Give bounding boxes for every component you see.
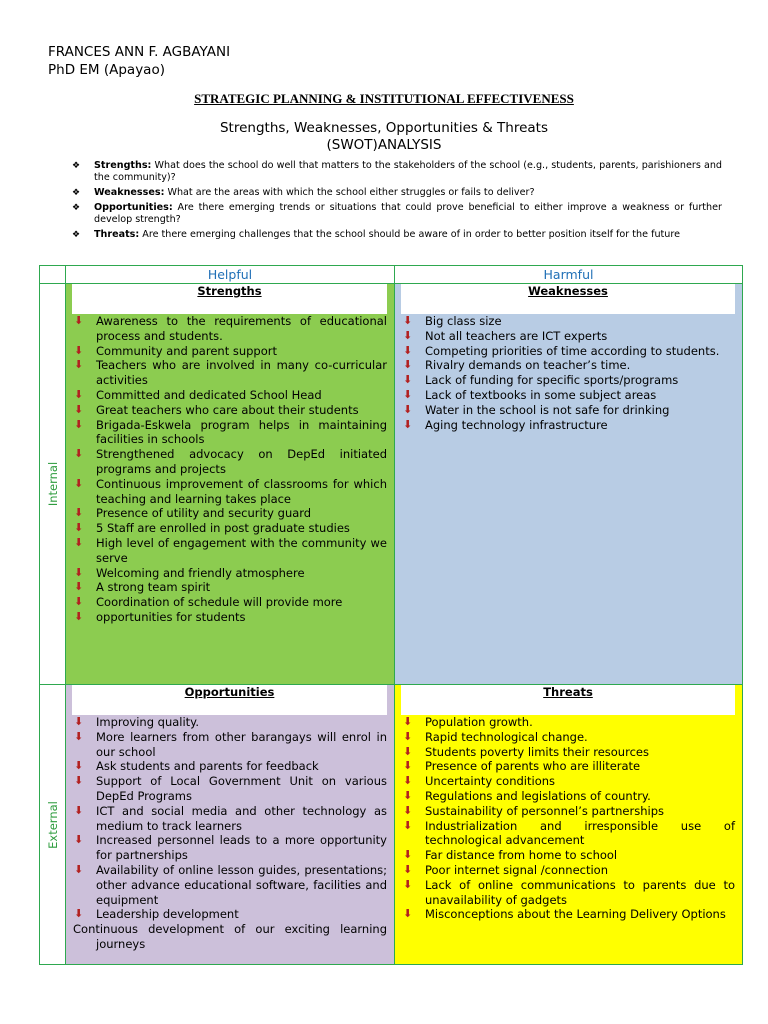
down-arrow-bullet-icon: ⬇ [74, 506, 84, 520]
weaknesses-item-text: Aging technology infrastructure [425, 417, 608, 432]
opportunities-item [74, 907, 387, 922]
strengths-item [74, 595, 387, 610]
opportunities-cell [66, 685, 395, 965]
strengths-item [74, 521, 387, 536]
opportunities-trailing-text: Continuous development of our exciting learning journeys [73, 922, 387, 951]
down-arrow-bullet-icon: ⬇ [74, 535, 84, 549]
threats-item [403, 788, 735, 804]
down-arrow-bullet-icon: ⬇ [403, 373, 413, 387]
row-label-external: External [45, 800, 60, 849]
threats-item [403, 862, 735, 878]
weaknesses-item-text: Not all teachers are ICT experts [425, 328, 608, 343]
down-arrow-bullet-icon: ⬇ [403, 803, 413, 817]
down-arrow-bullet-icon: ⬇ [74, 358, 84, 372]
strengths-item [74, 609, 387, 625]
down-arrow-bullet-icon: ⬇ [403, 759, 413, 773]
opportunities-item-text: Availability of online lesson guides, presentations; other advance educational software, facilities and equipment [96, 862, 387, 907]
weaknesses-item [403, 373, 735, 388]
threats-item [403, 907, 735, 922]
opportunities-item-text: More learners from other barangays will enrol in our school [96, 729, 387, 759]
threats-item-text: Far distance from home to school [425, 848, 618, 863]
opportunities-title: Opportunities [184, 685, 275, 699]
threats-item-text: Sustainability of personnel’s partnerships [425, 803, 664, 818]
threats-item-text: Regulations and legislations of country. [425, 788, 651, 803]
down-arrow-bullet-icon: ⬇ [74, 774, 84, 788]
weaknesses-item [403, 328, 735, 344]
strengths-item [74, 314, 387, 344]
definitions-list [72, 160, 722, 244]
strengths-item [74, 447, 387, 477]
threats-item-text: Misconceptions about the Learning Delivery Options [425, 907, 726, 922]
strengths-item-text: Committed and dedicated School Head [96, 387, 322, 402]
down-arrow-bullet-icon: ⬇ [74, 862, 84, 876]
down-arrow-bullet-icon: ⬇ [74, 402, 84, 416]
down-arrow-bullet-icon: ⬇ [74, 521, 84, 535]
down-arrow-bullet-icon: ⬇ [403, 402, 413, 416]
external-row [40, 685, 743, 965]
strengths-item-text: Presence of utility and security guard [96, 506, 312, 521]
weaknesses-item [403, 314, 735, 329]
definition-text: What are the areas with which the school either struggles or fails to deliver? [167, 187, 535, 198]
down-arrow-bullet-icon: ⬇ [74, 609, 84, 623]
down-arrow-bullet-icon: ⬇ [403, 907, 413, 921]
down-arrow-bullet-icon: ⬇ [403, 818, 413, 832]
strengths-item [74, 535, 387, 566]
weaknesses-item-text: Big class size [425, 314, 502, 328]
definition-term: Opportunities: [94, 202, 173, 213]
strengths-title: Strengths [197, 284, 262, 298]
strengths-item [74, 358, 387, 388]
strengths-title-box [72, 284, 387, 314]
threats-item [403, 848, 735, 863]
down-arrow-bullet-icon: ⬇ [403, 417, 413, 431]
down-arrow-bullet-icon: ⬇ [74, 833, 84, 847]
strengths-item [74, 565, 387, 581]
strengths-item-text: Awareness to the requirements of educational process and students. [96, 314, 387, 343]
threats-item [403, 774, 735, 789]
threats-item-text: Population growth. [425, 715, 533, 729]
column-header-helpful: Helpful [66, 266, 395, 284]
diamond-bullet-icon: ❖ [72, 230, 81, 240]
down-arrow-bullet-icon: ⬇ [403, 387, 413, 401]
strengths-item-text: Teachers who are involved in many co-curricular activities [96, 358, 387, 388]
down-arrow-bullet-icon: ⬇ [74, 343, 84, 357]
row-label-internal: Internal [45, 461, 60, 507]
corner-cell [40, 266, 66, 284]
definition-text: Are there emerging trends or situations that could prove beneficial to either improve a weakness or further develop strength? [94, 202, 722, 225]
down-arrow-bullet-icon: ⬇ [74, 314, 84, 327]
down-arrow-bullet-icon: ⬇ [403, 729, 413, 743]
threats-list [395, 715, 742, 922]
row-label-internal-cell [40, 284, 66, 685]
threats-item [403, 803, 735, 819]
down-arrow-bullet-icon: ⬇ [403, 343, 413, 357]
opportunities-item-text: Support of Local Government Unit on various DepEd Programs [96, 774, 387, 803]
column-header-harmful: Harmful [395, 266, 743, 284]
author-name: FRANCES ANN F. AGBAYANI [48, 44, 231, 60]
down-arrow-bullet-icon: ⬇ [403, 715, 413, 728]
weaknesses-item-text: Competing priorities of time according to students. [425, 343, 720, 358]
strengths-item [74, 476, 387, 507]
threats-item-text: Students poverty limits their resources [425, 744, 649, 759]
threats-item [403, 818, 735, 849]
down-arrow-bullet-icon: ⬇ [74, 759, 84, 773]
definition-item [72, 160, 722, 184]
opportunities-item [74, 833, 387, 863]
opportunities-item-text: ICT and social media and other technology as medium to track learners [96, 803, 387, 833]
opportunities-item [74, 759, 387, 774]
weaknesses-item-text: Rivalry demands on teacher’s time. [425, 358, 631, 373]
threats-cell [395, 685, 743, 965]
strengths-item-text: 5 Staff are enrolled in post graduate studies [96, 521, 350, 536]
strengths-item-text: Strengthened advocacy on DepEd initiated programs and projects [96, 447, 387, 476]
strengths-item [74, 343, 387, 359]
down-arrow-bullet-icon: ⬇ [74, 715, 84, 728]
threats-item [403, 877, 735, 908]
definition-text: Are there emerging challenges that the school should be aware of in order to better position itself for the future [142, 229, 681, 240]
down-arrow-bullet-icon: ⬇ [403, 788, 413, 802]
down-arrow-bullet-icon: ⬇ [74, 565, 84, 579]
down-arrow-bullet-icon: ⬇ [403, 774, 413, 788]
threats-item-text: Lack of online communications to parents due to unavailability of gadgets [425, 877, 735, 907]
author-degree: PhD EM (Apayao) [48, 62, 165, 78]
row-label-external-cell [40, 685, 66, 965]
threats-item [403, 729, 735, 745]
strengths-item [74, 580, 387, 595]
weaknesses-cell [395, 284, 743, 685]
down-arrow-bullet-icon: ⬇ [74, 803, 84, 817]
swot-table [39, 265, 743, 965]
opportunities-item-text: Ask students and parents for feedback [96, 759, 319, 774]
weaknesses-item [403, 402, 735, 418]
strengths-item-text: opportunities for students [96, 609, 246, 624]
down-arrow-bullet-icon: ⬇ [74, 476, 84, 490]
page-heading: STRATEGIC PLANNING & INSTITUTIONAL EFFECTIVENESS [194, 91, 574, 106]
opportunities-item-text: Leadership development [96, 907, 239, 922]
strengths-item-text: Welcoming and friendly atmosphere [96, 565, 305, 580]
opportunities-item [74, 715, 387, 730]
strengths-list [66, 314, 394, 625]
weaknesses-item-text: Lack of funding for specific sports/programs [425, 373, 679, 388]
diamond-bullet-icon: ❖ [72, 161, 81, 171]
threats-item [403, 759, 735, 774]
weaknesses-title: Weaknesses [528, 284, 608, 298]
opportunities-item-text: Improving quality. [96, 715, 200, 729]
weaknesses-title-box [401, 284, 735, 314]
down-arrow-bullet-icon: ⬇ [74, 417, 84, 431]
weaknesses-item [403, 358, 735, 373]
threats-title: Threats [543, 685, 593, 699]
down-arrow-bullet-icon: ⬇ [74, 595, 84, 609]
opportunities-item [74, 862, 387, 907]
opportunities-item [74, 803, 387, 834]
down-arrow-bullet-icon: ⬇ [403, 848, 413, 862]
down-arrow-bullet-icon: ⬇ [74, 387, 84, 401]
down-arrow-bullet-icon: ⬇ [403, 862, 413, 876]
definition-term: Threats: [94, 229, 140, 240]
subtitle-line2: (SWOT)ANALYSIS [326, 137, 442, 153]
internal-row [40, 284, 743, 685]
strengths-item-text: Continuous improvement of classrooms for which teaching and learning takes place [96, 476, 387, 506]
threats-item-text: Industrialization and irresponsible use of technological advancement [425, 818, 735, 848]
definition-term: Strengths: [94, 160, 152, 171]
strengths-item-text: Community and parent support [96, 343, 278, 358]
strengths-cell [66, 284, 395, 685]
definition-item [72, 229, 722, 241]
down-arrow-bullet-icon: ⬇ [403, 358, 413, 372]
strengths-item-text: High level of engagement with the community we serve [96, 535, 387, 565]
weaknesses-item [403, 387, 735, 403]
strengths-item-text: Great teachers who care about their students [96, 402, 359, 417]
down-arrow-bullet-icon: ⬇ [403, 877, 413, 891]
strengths-item [74, 402, 387, 418]
definition-text: What does the school do well that matters to the stakeholders of the school (e.g., students, parents, parishioners and the community)? [94, 160, 722, 183]
down-arrow-bullet-icon: ⬇ [74, 907, 84, 921]
strengths-item [74, 387, 387, 403]
swot-header-row [40, 266, 743, 284]
down-arrow-bullet-icon: ⬇ [403, 314, 413, 327]
down-arrow-bullet-icon: ⬇ [403, 744, 413, 758]
strengths-item [74, 417, 387, 448]
weaknesses-item [403, 417, 735, 433]
down-arrow-bullet-icon: ⬇ [74, 580, 84, 594]
down-arrow-bullet-icon: ⬇ [74, 729, 84, 743]
weaknesses-item-text: Water in the school is not safe for drinking [425, 402, 670, 417]
strengths-item [74, 506, 387, 521]
definition-item [72, 187, 722, 199]
opportunities-item [74, 729, 387, 760]
strengths-item-text: Coordination of schedule will provide more [96, 595, 343, 610]
definition-term: Weaknesses: [94, 187, 165, 198]
down-arrow-bullet-icon: ⬇ [403, 328, 413, 342]
strengths-item-text: Brigada-Eskwela program helps in maintaining facilities in schools [96, 417, 387, 447]
threats-item [403, 715, 735, 730]
threats-item [403, 744, 735, 760]
subtitle-line1: Strengths, Weaknesses, Opportunities & Threats [219, 120, 548, 136]
diamond-bullet-icon: ❖ [72, 203, 81, 213]
definition-item [72, 202, 722, 226]
threats-item-text: Presence of parents who are illiterate [425, 759, 641, 774]
opportunities-item [74, 774, 387, 804]
down-arrow-bullet-icon: ⬇ [74, 447, 84, 461]
strengths-item-text: A strong team spirit [96, 580, 211, 595]
threats-title-box [401, 685, 735, 715]
threats-item-text: Uncertainty conditions [425, 774, 556, 789]
weaknesses-list [395, 314, 742, 432]
diamond-bullet-icon: ❖ [72, 188, 81, 198]
opportunities-list [66, 715, 394, 922]
opportunities-item-text: Increased personnel leads to a more opportunity for partnerships [96, 833, 387, 863]
threats-item-text: Rapid technological change. [425, 729, 588, 744]
weaknesses-item [403, 343, 735, 359]
threats-item-text: Poor internet signal /connection [425, 862, 609, 877]
weaknesses-item-text: Lack of textbooks in some subject areas [425, 387, 657, 402]
opportunities-title-box [72, 685, 387, 715]
